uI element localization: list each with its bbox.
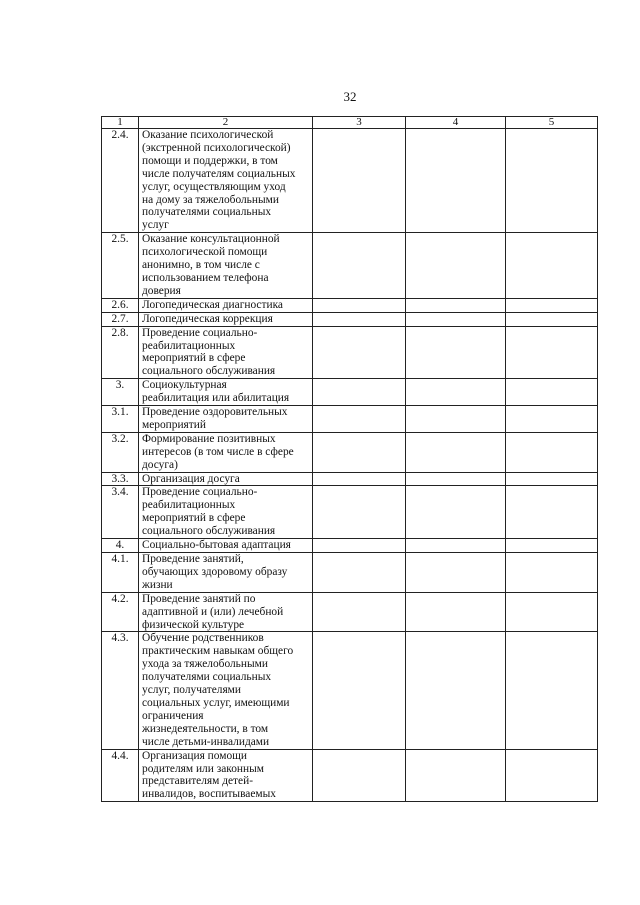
services-table: [101, 116, 598, 802]
table-row: [102, 298, 598, 312]
cell-col4: [406, 233, 506, 299]
cell-col3: [313, 312, 406, 326]
cell-col5: [506, 406, 598, 433]
table-row: [102, 553, 598, 593]
table-row: [102, 233, 598, 299]
table-row: [102, 312, 598, 326]
service-name: Формирование позитивных интересов (в том числе в сфере досуга): [139, 432, 313, 472]
row-number: 2.4.: [102, 129, 139, 233]
row-number: 2.8.: [102, 326, 139, 379]
cell-col4: [406, 312, 506, 326]
table-row: [102, 592, 598, 632]
header-row: [102, 117, 598, 129]
cell-col3: [313, 486, 406, 539]
cell-col3: [313, 632, 406, 749]
column-header: 3: [313, 117, 406, 129]
row-number: 3.3.: [102, 472, 139, 486]
cell-col3: [313, 233, 406, 299]
column-header: 4: [406, 117, 506, 129]
cell-col4: [406, 472, 506, 486]
cell-col3: [313, 379, 406, 406]
service-name: Проведение занятий по адаптивной и (или) лечебной физической культуре: [139, 592, 313, 632]
table-row: [102, 632, 598, 749]
service-name: Проведение оздоровительных мероприятий: [139, 406, 313, 433]
cell-col4: [406, 592, 506, 632]
cell-col5: [506, 472, 598, 486]
table-row: [102, 486, 598, 539]
service-name: Логопедическая коррекция: [139, 312, 313, 326]
cell-col4: [406, 129, 506, 233]
service-name: Логопедическая диагностика: [139, 298, 313, 312]
cell-col4: [406, 326, 506, 379]
cell-col5: [506, 233, 598, 299]
cell-col5: [506, 326, 598, 379]
cell-col5: [506, 749, 598, 802]
cell-col5: [506, 129, 598, 233]
cell-col3: [313, 749, 406, 802]
service-name: Проведение занятий, обучающих здоровому образу жизни: [139, 553, 313, 593]
cell-col5: [506, 379, 598, 406]
table-row: [102, 326, 598, 379]
table-row: [102, 749, 598, 802]
cell-col5: [506, 553, 598, 593]
service-name: Оказание психологической (экстренной психологической) помощи и поддержки, в том числе получателям социальных услуг, осуществляющим уход на дому за тяжелобольными получателями социальных услуг: [139, 129, 313, 233]
service-name: Обучение родственников практическим навыкам общего ухода за тяжелобольными получателями социальных услуг, получателями социальных услуг, имеющими ограничения жизнедеятельности, в том числе детьми-инвалидами: [139, 632, 313, 749]
cell-col4: [406, 379, 506, 406]
cell-col4: [406, 632, 506, 749]
cell-col4: [406, 749, 506, 802]
cell-col3: [313, 472, 406, 486]
cell-col3: [313, 326, 406, 379]
table-row: [102, 432, 598, 472]
row-number: 4.1.: [102, 553, 139, 593]
row-number: 3.4.: [102, 486, 139, 539]
row-number: 3.2.: [102, 432, 139, 472]
table-row: [102, 129, 598, 233]
service-name: Проведение социально- реабилитационных мероприятий в сфере социального обслуживания: [139, 486, 313, 539]
service-name: Организация помощи родителям или законным представителям детей- инвалидов, воспитываемых: [139, 749, 313, 802]
cell-col5: [506, 432, 598, 472]
row-number: 2.6.: [102, 298, 139, 312]
cell-col5: [506, 592, 598, 632]
cell-col5: [506, 486, 598, 539]
row-number: 4.3.: [102, 632, 139, 749]
row-number: 2.5.: [102, 233, 139, 299]
service-name: Проведение социально- реабилитационных мероприятий в сфере социального обслуживания: [139, 326, 313, 379]
service-name: Организация досуга: [139, 472, 313, 486]
cell-col5: [506, 312, 598, 326]
cell-col5: [506, 298, 598, 312]
row-number: 4.: [102, 539, 139, 553]
cell-col3: [313, 553, 406, 593]
cell-col4: [406, 486, 506, 539]
row-number: 4.4.: [102, 749, 139, 802]
page-number: 32: [343, 89, 357, 104]
cell-col4: [406, 406, 506, 433]
cell-col3: [313, 298, 406, 312]
row-number: 3.1.: [102, 406, 139, 433]
table-row: [102, 379, 598, 406]
column-header: 5: [506, 117, 598, 129]
cell-col4: [406, 432, 506, 472]
row-number: 3.: [102, 379, 139, 406]
cell-col5: [506, 632, 598, 749]
table-row: [102, 539, 598, 553]
row-number: 2.7.: [102, 312, 139, 326]
service-name: Социокультурная реабилитация или абилитация: [139, 379, 313, 406]
cell-col5: [506, 539, 598, 553]
cell-col4: [406, 553, 506, 593]
cell-col3: [313, 129, 406, 233]
cell-col3: [313, 432, 406, 472]
cell-col3: [313, 406, 406, 433]
cell-col3: [313, 592, 406, 632]
cell-col4: [406, 298, 506, 312]
column-header: 2: [139, 117, 313, 129]
cell-col3: [313, 539, 406, 553]
service-name: Социально-бытовая адаптация: [139, 539, 313, 553]
column-header: 1: [102, 117, 139, 129]
cell-col4: [406, 539, 506, 553]
table-row: [102, 406, 598, 433]
service-name: Оказание консультационной психологической помощи анонимно, в том числе с использованием телефона доверия: [139, 233, 313, 299]
row-number: 4.2.: [102, 592, 139, 632]
table-row: [102, 472, 598, 486]
